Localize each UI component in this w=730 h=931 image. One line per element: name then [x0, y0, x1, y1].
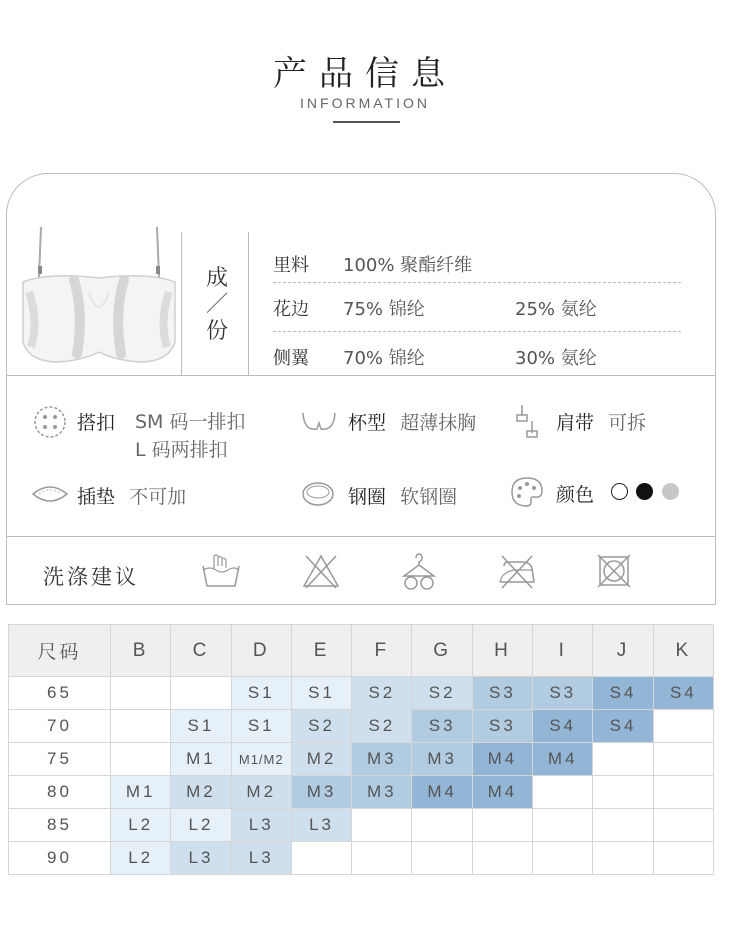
table-row — [9, 776, 714, 809]
size-cell — [111, 710, 171, 743]
header-cell: C — [171, 625, 231, 677]
header-cell: G — [412, 625, 472, 677]
header-cell: F — [352, 625, 412, 677]
size-cell: L3 — [171, 842, 231, 875]
feature-cup: 杯型 超薄抹胸 — [348, 412, 477, 434]
size-cell — [593, 776, 653, 809]
size-cell: M3 — [352, 743, 412, 776]
size-cell — [412, 809, 472, 842]
size-cell — [533, 842, 593, 875]
size-cell: L3 — [231, 809, 291, 842]
band-cell: 85 — [9, 809, 111, 842]
size-cell — [653, 776, 713, 809]
product-info-card: 成 ／ 份 里料 100% 聚酯纤维 花边 75% 锦纶 25% 氨纶 侧翼 70% 锦纶 30% 氨纶 搭扣 SM 码一排扣 L 码两排扣 杯型 超薄抹胸 肩带 可拆 插垫 不可加 钢圈 软钢圈 颜色 洗涤建议 — [6, 173, 716, 605]
header-cell: H — [472, 625, 532, 677]
header-cell: E — [291, 625, 351, 677]
header-cell: K — [653, 625, 713, 677]
size-cell: S4 — [653, 677, 713, 710]
table-row — [9, 677, 714, 710]
table-row — [9, 743, 714, 776]
band-cell: 70 — [9, 710, 111, 743]
wash-label: 洗涤建议 — [43, 565, 139, 589]
band-cell: 80 — [9, 776, 111, 809]
color-swatch-grey[interactable] — [662, 483, 679, 500]
hang-dry-icon — [399, 552, 439, 592]
color-swatch-black[interactable] — [636, 483, 653, 500]
size-cell: S1 — [291, 677, 351, 710]
size-cell — [352, 809, 412, 842]
composition-label: 成 ／ 份 — [205, 266, 228, 344]
header-cell: B — [111, 625, 171, 677]
size-cell — [653, 842, 713, 875]
size-cell: S2 — [352, 710, 412, 743]
size-cell: S3 — [533, 677, 593, 710]
page-title: 产品信息 — [273, 54, 457, 94]
size-cell — [653, 743, 713, 776]
divider — [181, 232, 182, 375]
size-cell — [472, 842, 532, 875]
size-cell: M3 — [412, 743, 472, 776]
do-not-iron-icon — [496, 552, 538, 590]
do-not-tumble-dry-icon — [596, 552, 632, 590]
bra-product-image — [19, 222, 179, 372]
size-cell: M1 — [111, 776, 171, 809]
band-cell: 90 — [9, 842, 111, 875]
size-cell — [653, 809, 713, 842]
size-cell — [593, 743, 653, 776]
size-cell — [593, 809, 653, 842]
title-underline — [333, 121, 400, 123]
size-cell: S1 — [231, 710, 291, 743]
size-cell — [412, 842, 472, 875]
band-cell: 75 — [9, 743, 111, 776]
size-cell: M1 — [171, 743, 231, 776]
size-cell: M4 — [472, 776, 532, 809]
dashed-divider — [273, 282, 681, 283]
size-cell: L2 — [111, 809, 171, 842]
feature-pad: 插垫 不可加 — [77, 486, 187, 508]
size-cell: M2 — [231, 776, 291, 809]
size-cell — [291, 842, 351, 875]
header-cell: J — [593, 625, 653, 677]
table-row — [9, 710, 714, 743]
feature-clasp-value: SM 码一排扣 L 码两排扣 — [135, 411, 246, 461]
size-cell — [593, 842, 653, 875]
size-cell: S3 — [472, 677, 532, 710]
feature-wire: 钢圈 软钢圈 — [348, 486, 458, 508]
table-row — [9, 809, 714, 842]
cup-shape-icon — [301, 409, 337, 435]
size-cell — [111, 677, 171, 710]
pad-icon — [31, 482, 69, 506]
dashed-divider — [273, 331, 681, 332]
size-cell: L3 — [291, 809, 351, 842]
size-cell: M3 — [352, 776, 412, 809]
band-cell: 65 — [9, 677, 111, 710]
size-cell: M2 — [171, 776, 231, 809]
size-cell: M4 — [533, 743, 593, 776]
size-cell: S3 — [472, 710, 532, 743]
size-cell: S4 — [593, 677, 653, 710]
size-cell: S1 — [171, 710, 231, 743]
size-cell: M4 — [472, 743, 532, 776]
color-swatch-white[interactable] — [611, 483, 628, 500]
size-cell: M2 — [291, 743, 351, 776]
header-cell: 尺码 — [9, 625, 111, 677]
header-cell: D — [231, 625, 291, 677]
size-cell: S2 — [412, 677, 472, 710]
size-cell — [111, 743, 171, 776]
size-cell — [352, 842, 412, 875]
size-cell: S4 — [593, 710, 653, 743]
size-cell: S3 — [412, 710, 472, 743]
size-cell: M4 — [412, 776, 472, 809]
size-cell: L2 — [111, 842, 171, 875]
page-subtitle: INFORMATION — [300, 95, 430, 111]
feature-strap: 肩带 可拆 — [556, 412, 647, 434]
underwire-icon — [301, 480, 335, 508]
size-cell: M3 — [291, 776, 351, 809]
size-cell — [653, 710, 713, 743]
size-cell: M1/M2 — [231, 743, 291, 776]
strap-icon — [514, 403, 540, 439]
section-divider — [7, 536, 715, 537]
divider — [248, 232, 249, 375]
button-clasp-icon — [33, 405, 67, 439]
size-cell: S4 — [533, 710, 593, 743]
palette-icon — [510, 476, 544, 508]
size-cell: S1 — [231, 677, 291, 710]
header-cell: I — [533, 625, 593, 677]
size-chart-table — [8, 624, 714, 875]
size-chart-header — [9, 625, 714, 677]
size-cell: S2 — [352, 677, 412, 710]
hand-wash-icon — [200, 552, 242, 590]
size-cell — [171, 677, 231, 710]
feature-clasp: 搭扣 — [77, 412, 116, 434]
do-not-bleach-icon — [301, 552, 341, 590]
size-cell: S2 — [291, 710, 351, 743]
size-cell — [533, 809, 593, 842]
section-divider — [7, 375, 715, 376]
size-cell — [472, 809, 532, 842]
feature-color: 颜色 — [556, 484, 595, 506]
size-cell: L2 — [171, 809, 231, 842]
size-cell: L3 — [231, 842, 291, 875]
size-cell — [533, 776, 593, 809]
table-row — [9, 842, 714, 875]
